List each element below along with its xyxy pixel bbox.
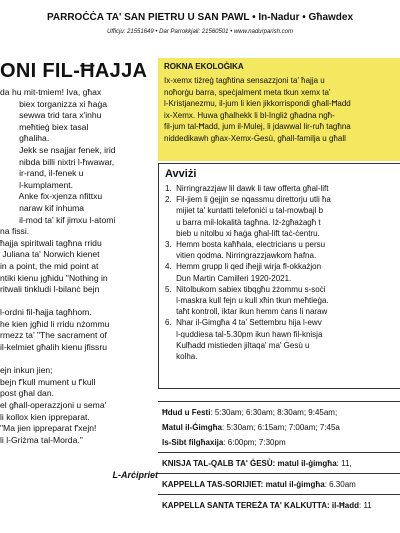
schedule-label: KAPPELLA TAS-SORIJIET: matul il-ġimgħa bbox=[162, 480, 325, 489]
schedule-divider bbox=[158, 401, 400, 402]
notices-box bbox=[158, 163, 400, 389]
schedule-times: : 11 bbox=[359, 501, 372, 510]
schedule-times: : 11, bbox=[336, 459, 352, 468]
schedule-label: Matul il-Ġimgħa bbox=[162, 423, 222, 432]
schedule-row bbox=[162, 423, 400, 432]
schedule-divider bbox=[158, 452, 400, 453]
schedule-row bbox=[162, 480, 400, 489]
schedule-label: Ħdud u Festi bbox=[162, 408, 211, 417]
schedule-label: KAPPELLA SANTA TEREŻA TA' KALKUTTA: il-Ħadd bbox=[162, 501, 359, 510]
ecological-corner-title: ROKNA EKOLOĠIKA bbox=[164, 62, 244, 71]
parish-contact: Uffiċju: 21551649 • Dar Parrokkjali: 21560501 • www.nadurparish.com bbox=[107, 29, 293, 35]
article-title: ONI FIL-ĦAJJA bbox=[0, 60, 148, 82]
schedule-times: : 6:00pm; 7:30pm bbox=[223, 438, 286, 447]
ecological-corner-box bbox=[158, 58, 400, 161]
schedule-times: : 5:30am; 6:15am; 7:00am; 7:45a bbox=[222, 423, 340, 432]
ecological-corner-body: Ix-xemx tiżreġ tagħtina sensazzjoni ta' ħajja u noħorġu barra, speċjalment meta tkun xemx ta' l-Kristjanezmu, il-jum li kien jikkorrispondi għall-Ħadd ix-Xemx. Huwa għalhekk li bl-Ingliż għadna ngħ- fil-jum tal-Ħadd, jum il-Mulej, li jdawwal lir-ruħ tagħna niddedikawh għax-Xemx-Ġesù, għall-familja u għall bbox=[164, 76, 351, 143]
parish-title: PARROĊĊA TA' SAN PIETRU U SAN PAWL • In-Nadur • Għawdex bbox=[46, 12, 354, 23]
schedule-row bbox=[162, 459, 400, 468]
article-signature: L-Arċipriet bbox=[112, 470, 158, 480]
notices-body: 1. Nirringrazzjaw lil dawk li taw offerta għal-lift 2. Fil-jiem li ġejjin se nqassmu direttorju utli ħa mijiet ta' kuntatti telefoniċi u tal-mowbajl b u barra mil-lokalità tagħna. Iż-żgħażagħ t bieb u nitolbu xi ħaġa għal-lift taċ-ċentru. 3. Hemm bosta kaħħala, electricians u persu vitien qodma. Nirringrazzjawkom ħafna. 4. Hemm grupp li qed iħejji wirja fl-okkażjon Dun Martin Camilleri 1920-2021. 5. Nitolbukom sabiex tibqgħu żżommu s-soċi l-maskra kull fejn u kull xħin tkun meħtieġa. taħt kontroll, iktar ikun hemm ċans li naraw 6. Nhar il-Ġimgħa 4 ta' Settembru hija l-ewv l-quddiesa tal-5.30pm ikun hawn fil-knisja Kulħadd mistieden jiltaqa' ma' Ġesù u kolha. bbox=[165, 184, 331, 362]
newsletter-header bbox=[0, 0, 400, 44]
schedule-times: : 5:30am; 6:30am; 8:30am; 9:45am; bbox=[210, 408, 338, 417]
schedule-row bbox=[162, 501, 400, 510]
article-body: da hu mit-tmiem! Iva, għax biex torganizza xi ħaġa sewwa trid tara x'inhu meħtieġ biex tasal għalihа. Jekk se nsajjar fenek, irid nibda billi nixtri l-ħwawar, ir-rand, il-fenek u l-kumplament. Anke fix-xjenza nfittxu naraw kif inhuma il-mod ta' kif jimxu l-atomi na fissi. ħajja spiritwali tagħna rridu Juliana ta' Norwich kienet in a point, the mid point at ntiki kienu jgħidu "Nothing in ritwali tinkludi l-bilanċ bejn l-ordni fil-ħajja tagħhom. he kien jgħid li rridu nżommu rmezz ta' "The sacrament of il-kelmiet għalih kienu jfissru ejn inkun jien; bejn f'kull mument u f'kull post għal dan. el għall-operazzjoni u sema' li kollox kien ippreparat. "Ma jien ippreparat f'xejn! li l-Griżma tal-Morda." bbox=[0, 87, 116, 445]
schedule-times: : 6.30am bbox=[324, 480, 356, 489]
schedule-divider bbox=[158, 494, 400, 495]
schedule-label: Is-Sibt filgħaxija bbox=[162, 438, 224, 447]
schedule-label: KNISJA TAL-QALB TA' ĠESÙ: matul il-ġimgħa bbox=[162, 459, 337, 468]
schedule-row bbox=[162, 408, 400, 417]
schedule-divider bbox=[158, 473, 400, 474]
schedule-row bbox=[162, 438, 400, 447]
notices-title: Avviżi bbox=[165, 168, 197, 180]
